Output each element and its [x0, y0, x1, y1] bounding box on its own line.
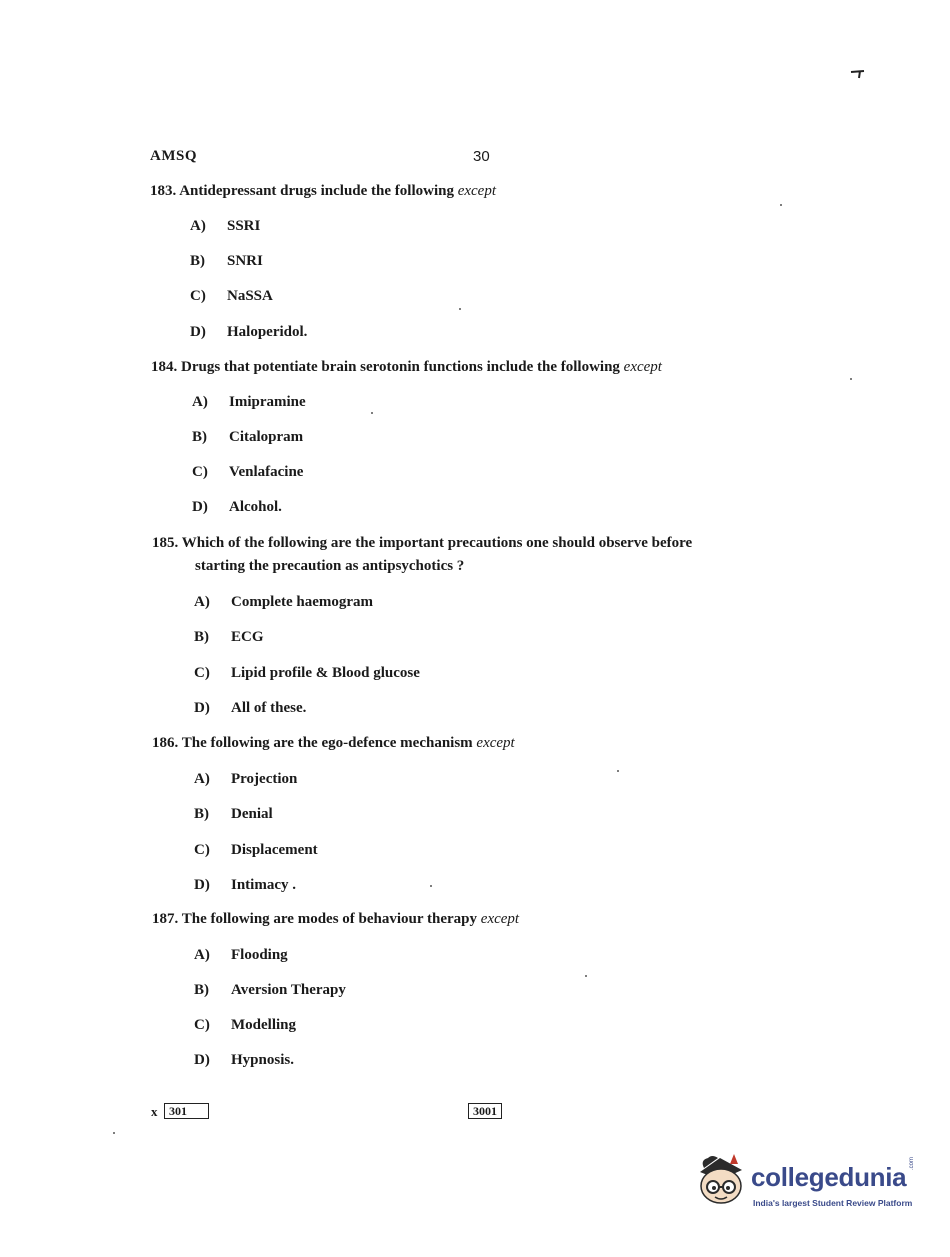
- option-label: A): [194, 771, 210, 787]
- paper-code: AMSQ: [150, 148, 197, 164]
- option-text: Intimacy .: [231, 877, 296, 893]
- option-text: SNRI: [227, 253, 263, 269]
- option-label: A): [190, 218, 206, 234]
- question-emphasis: except: [457, 183, 497, 199]
- option-text: Venlafacine: [229, 464, 304, 480]
- option-text: ECG: [231, 629, 264, 645]
- option-184-b: [192, 429, 303, 446]
- option-187-b: [194, 982, 346, 999]
- option-183-b: [190, 253, 263, 270]
- option-184-a: [192, 394, 306, 411]
- question-183: [150, 183, 496, 200]
- option-185-b: [194, 629, 264, 646]
- option-label: D): [194, 877, 210, 893]
- scan-speck: [371, 412, 373, 414]
- scan-speck: [850, 378, 852, 380]
- option-184-c: [192, 464, 303, 481]
- question-text: Which of the following are the important precautions one should observe before: [181, 535, 693, 551]
- option-label: A): [192, 394, 208, 410]
- question-number: 185.: [152, 535, 179, 551]
- option-text: Projection: [231, 771, 298, 787]
- option-text: Alcohol.: [229, 499, 282, 515]
- question-185-line2: starting the precaution as antipsychotics ?: [195, 558, 465, 574]
- option-label: D): [194, 1052, 210, 1068]
- question-185: [152, 535, 692, 552]
- option-text: All of these.: [231, 700, 307, 716]
- option-label: C): [190, 288, 206, 304]
- option-185-a: [194, 594, 373, 611]
- option-184-d: [192, 499, 282, 516]
- question-text: The following are the ego-defence mechanism: [181, 735, 473, 751]
- option-label: B): [190, 253, 205, 269]
- footer-left-code: 301: [164, 1103, 209, 1119]
- page-number: 30: [473, 148, 490, 165]
- option-text: Haloperidol.: [227, 324, 308, 340]
- option-label: B): [194, 629, 209, 645]
- scan-speck: [459, 308, 461, 310]
- option-183-a: [190, 218, 260, 235]
- question-number: 184.: [151, 359, 178, 375]
- option-label: D): [190, 324, 206, 340]
- question-emphasis: except: [476, 735, 515, 751]
- option-label: D): [194, 700, 210, 716]
- option-label: C): [194, 842, 210, 858]
- option-text: Citalopram: [229, 429, 304, 445]
- option-text: Displacement: [231, 842, 318, 858]
- option-text: Hypnosis.: [231, 1052, 294, 1068]
- option-label: C): [192, 464, 208, 480]
- option-label: A): [194, 594, 210, 610]
- collegedunia-suffix: .com: [909, 1156, 915, 1170]
- option-text: SSRI: [227, 218, 261, 234]
- option-186-b: [194, 806, 273, 823]
- scan-speck: [585, 975, 587, 977]
- option-185-c: [194, 665, 420, 682]
- question-text: The following are modes of behaviour therapy: [181, 911, 478, 927]
- option-183-d: [190, 324, 307, 341]
- question-emphasis: except: [480, 911, 520, 927]
- option-label: A): [194, 947, 210, 963]
- option-text: Denial: [231, 806, 273, 822]
- option-text: Complete haemogram: [231, 594, 374, 610]
- option-text: Lipid profile & Blood glucose: [231, 665, 420, 681]
- question-187: [152, 911, 519, 928]
- option-label: C): [194, 665, 210, 681]
- option-183-c: [190, 288, 273, 305]
- scan-speck: [113, 1132, 115, 1134]
- scan-mark: [850, 68, 866, 80]
- footer-x-mark: x: [151, 1104, 158, 1119]
- option-text: Aversion Therapy: [231, 982, 346, 998]
- option-text: NaSSA: [227, 288, 273, 304]
- question-emphasis: except: [623, 359, 662, 375]
- option-text: Flooding: [231, 947, 288, 963]
- question-number: 183.: [150, 183, 177, 199]
- option-186-d: [194, 877, 296, 894]
- scan-speck: [617, 770, 619, 772]
- option-label: B): [192, 429, 207, 445]
- option-label: C): [194, 1017, 210, 1033]
- question-number: 187.: [152, 911, 179, 927]
- scan-speck: [430, 885, 432, 887]
- option-text: Imipramine: [229, 394, 306, 410]
- option-label: B): [194, 806, 209, 822]
- option-187-d: [194, 1052, 294, 1069]
- collegedunia-brand: collegedunia: [751, 1162, 907, 1192]
- option-text: Modelling: [231, 1017, 297, 1033]
- footer-center-code: 3001: [468, 1103, 502, 1119]
- question-text: Antidepressant drugs include the following: [179, 183, 454, 199]
- option-label: B): [194, 982, 209, 998]
- question-184: [151, 359, 662, 376]
- option-186-c: [194, 842, 318, 859]
- option-185-d: [194, 700, 306, 717]
- option-187-a: [194, 947, 288, 964]
- option-label: D): [192, 499, 208, 515]
- collegedunia-mascot-icon: [690, 1150, 750, 1210]
- collegedunia-tagline: India's largest Student Review Platform: [753, 1198, 913, 1208]
- question-number: 186.: [152, 735, 179, 751]
- option-186-a: [194, 771, 297, 788]
- scan-speck: [780, 204, 782, 206]
- option-187-c: [194, 1017, 296, 1034]
- question-text: Drugs that potentiate brain serotonin functions include the following: [181, 359, 620, 375]
- question-186: [152, 735, 515, 752]
